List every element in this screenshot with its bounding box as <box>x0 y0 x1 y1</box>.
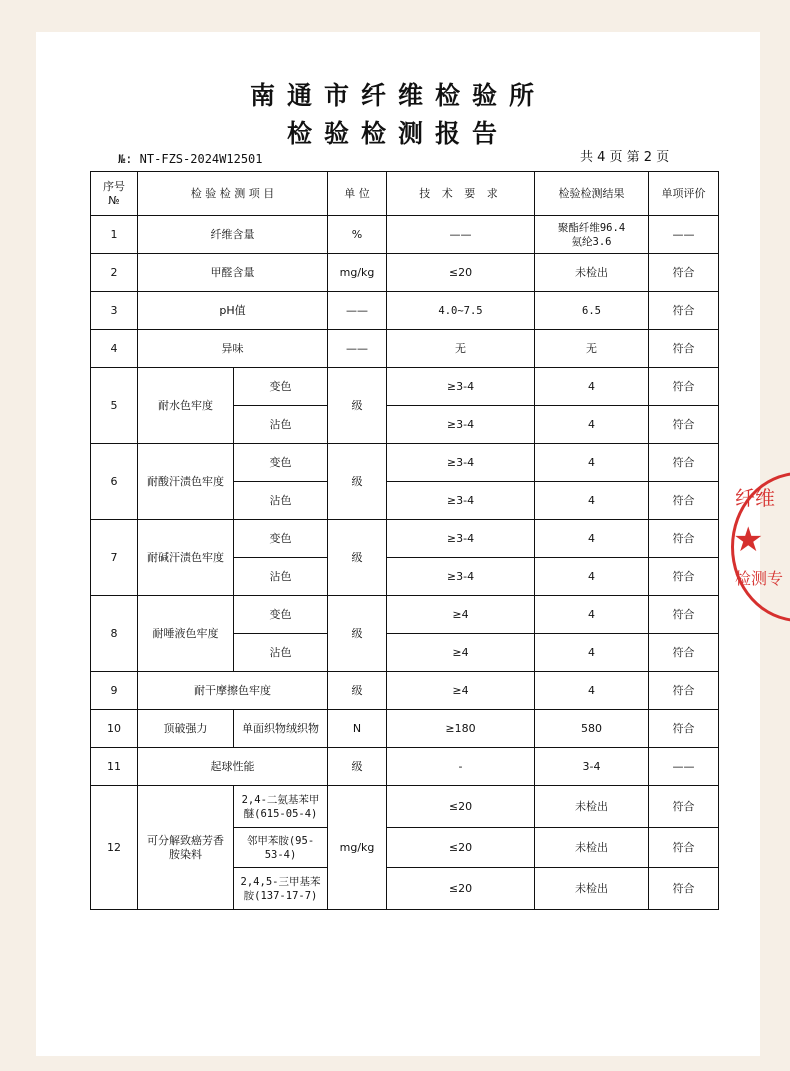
cell-item: 可分解致癌芳香 胺染料 <box>138 786 234 910</box>
cell-req: ≥4 <box>387 596 535 634</box>
report-number: №: NT-FZS-2024W12501 <box>118 152 263 166</box>
seal-text-bottom: 检测专 <box>735 569 784 588</box>
cell-result: 未检出 <box>535 828 649 868</box>
cell-result: 6.5 <box>535 292 649 330</box>
cell-eval: 符合 <box>649 868 719 910</box>
cell-req: —— <box>387 216 535 254</box>
cell-no: 5 <box>91 368 138 444</box>
col-header-result: 检验检测结果 <box>535 172 649 216</box>
col-header-req: 技 术 要 求 <box>387 172 535 216</box>
cell-eval: 符合 <box>649 444 719 482</box>
cell-no: 12 <box>91 786 138 910</box>
cell-result: 4 <box>535 558 649 596</box>
cell-eval: 符合 <box>649 330 719 368</box>
cell-item: 耐碱汗渍色牢度 <box>138 520 234 596</box>
cell-item: 耐唾液色牢度 <box>138 596 234 672</box>
cell-req: ≤20 <box>387 254 535 292</box>
cell-subitem: 变色 <box>234 368 328 406</box>
cell-result: 聚酯纤维96.4 氨纶3.6 <box>535 216 649 254</box>
cell-unit: 级 <box>328 748 387 786</box>
cell-subitem: 变色 <box>234 520 328 558</box>
cell-unit: 级 <box>328 444 387 520</box>
table-row <box>91 596 719 634</box>
cell-item: 起球性能 <box>138 748 328 786</box>
cell-unit: % <box>328 216 387 254</box>
cell-no: 11 <box>91 748 138 786</box>
cell-req: ≤20 <box>387 786 535 828</box>
cell-no: 1 <box>91 216 138 254</box>
cell-subitem: 变色 <box>234 444 328 482</box>
seal-star-icon: ★ <box>733 520 764 560</box>
cell-item: pH值 <box>138 292 328 330</box>
table-row <box>91 672 719 710</box>
cell-subitem: 2,4-二氨基苯甲 醚(615-05-4) <box>234 786 328 828</box>
cell-unit: 级 <box>328 520 387 596</box>
cell-unit: mg/kg <box>328 786 387 910</box>
cell-eval: —— <box>649 216 719 254</box>
cell-unit: —— <box>328 292 387 330</box>
cell-item: 甲醛含量 <box>138 254 328 292</box>
cell-result: 4 <box>535 444 649 482</box>
cell-req: ≥4 <box>387 672 535 710</box>
cell-eval: 符合 <box>649 368 719 406</box>
cell-eval: 符合 <box>649 406 719 444</box>
cell-no: 6 <box>91 444 138 520</box>
inspection-table <box>90 171 719 910</box>
table-row <box>91 748 719 786</box>
cell-unit: N <box>328 710 387 748</box>
report-sheet <box>36 32 760 1056</box>
cell-result: 未检出 <box>535 868 649 910</box>
cell-item: 耐水色牢度 <box>138 368 234 444</box>
cell-eval: 符合 <box>649 672 719 710</box>
official-seal <box>727 468 790 628</box>
cell-eval: 符合 <box>649 558 719 596</box>
cell-eval: 符合 <box>649 482 719 520</box>
table-header-row <box>91 172 719 216</box>
cell-result: 4 <box>535 596 649 634</box>
table-row <box>91 786 719 828</box>
cell-req: ≥3-4 <box>387 558 535 596</box>
cell-eval: 符合 <box>649 828 719 868</box>
cell-result: 4 <box>535 406 649 444</box>
cell-result: 未检出 <box>535 786 649 828</box>
table-row <box>91 444 719 482</box>
cell-result: 4 <box>535 672 649 710</box>
cell-req: ≤20 <box>387 828 535 868</box>
cell-eval: 符合 <box>649 710 719 748</box>
cell-result: 4 <box>535 368 649 406</box>
cell-req: ≥4 <box>387 634 535 672</box>
cell-req: ≥3-4 <box>387 406 535 444</box>
cell-unit: 级 <box>328 672 387 710</box>
cell-req: ≤20 <box>387 868 535 910</box>
table-row <box>91 330 719 368</box>
cell-eval: 符合 <box>649 292 719 330</box>
cell-item: 耐酸汗渍色牢度 <box>138 444 234 520</box>
cell-eval: 符合 <box>649 596 719 634</box>
cell-req: ≥3-4 <box>387 368 535 406</box>
cell-req: ≥3-4 <box>387 482 535 520</box>
cell-req: 4.0~7.5 <box>387 292 535 330</box>
cell-unit: 级 <box>328 368 387 444</box>
col-header-item: 检 验 检 测 项 目 <box>138 172 328 216</box>
cell-result: 4 <box>535 482 649 520</box>
table-row <box>91 368 719 406</box>
seal-text-top: 纤维 <box>735 486 775 510</box>
table-row <box>91 520 719 558</box>
cell-unit: mg/kg <box>328 254 387 292</box>
col-header-seq: 序号 № <box>91 172 138 216</box>
cell-unit: —— <box>328 330 387 368</box>
institute-title: 南通市纤维检验所 <box>249 81 546 110</box>
cell-no: 7 <box>91 520 138 596</box>
cell-result: 4 <box>535 634 649 672</box>
cell-no: 9 <box>91 672 138 710</box>
cell-result: 4 <box>535 520 649 558</box>
cell-eval: 符合 <box>649 520 719 558</box>
table-row <box>91 710 719 748</box>
cell-result: 无 <box>535 330 649 368</box>
cell-item: 异味 <box>138 330 328 368</box>
cell-no: 2 <box>91 254 138 292</box>
cell-req: - <box>387 748 535 786</box>
cell-no: 3 <box>91 292 138 330</box>
cell-subitem: 沾色 <box>234 634 328 672</box>
col-header-eval: 单项评价 <box>649 172 719 216</box>
cell-no: 10 <box>91 710 138 748</box>
cell-eval: 符合 <box>649 786 719 828</box>
cell-item: 耐干摩擦色牢度 <box>138 672 328 710</box>
cell-subitem: 2,4,5-三甲基苯 胺(137-17-7) <box>234 868 328 910</box>
cell-unit: 级 <box>328 596 387 672</box>
cell-no: 4 <box>91 330 138 368</box>
cell-eval: —— <box>649 748 719 786</box>
cell-eval: 符合 <box>649 634 719 672</box>
cell-req: ≥3-4 <box>387 520 535 558</box>
cell-req: ≥180 <box>387 710 535 748</box>
cell-subitem: 沾色 <box>234 482 328 520</box>
cell-subitem: 沾色 <box>234 558 328 596</box>
page-info: 共 4 页 第 2 页 <box>580 150 670 165</box>
col-header-unit: 单 位 <box>328 172 387 216</box>
cell-item: 纤维含量 <box>138 216 328 254</box>
report-title: 检验检测报告 <box>286 119 509 148</box>
cell-item: 顶破强力 <box>138 710 234 748</box>
cell-subitem: 变色 <box>234 596 328 634</box>
cell-subitem: 邻甲苯胺(95- 53-4) <box>234 828 328 868</box>
table-row <box>91 216 719 254</box>
cell-subitem: 单面织物绒织物 <box>234 710 328 748</box>
cell-req: 无 <box>387 330 535 368</box>
cell-result: 3-4 <box>535 748 649 786</box>
cell-eval: 符合 <box>649 254 719 292</box>
cell-req: ≥3-4 <box>387 444 535 482</box>
cell-no: 8 <box>91 596 138 672</box>
cell-subitem: 沾色 <box>234 406 328 444</box>
table-row <box>91 254 719 292</box>
cell-result: 未检出 <box>535 254 649 292</box>
table-row <box>91 292 719 330</box>
cell-result: 580 <box>535 710 649 748</box>
